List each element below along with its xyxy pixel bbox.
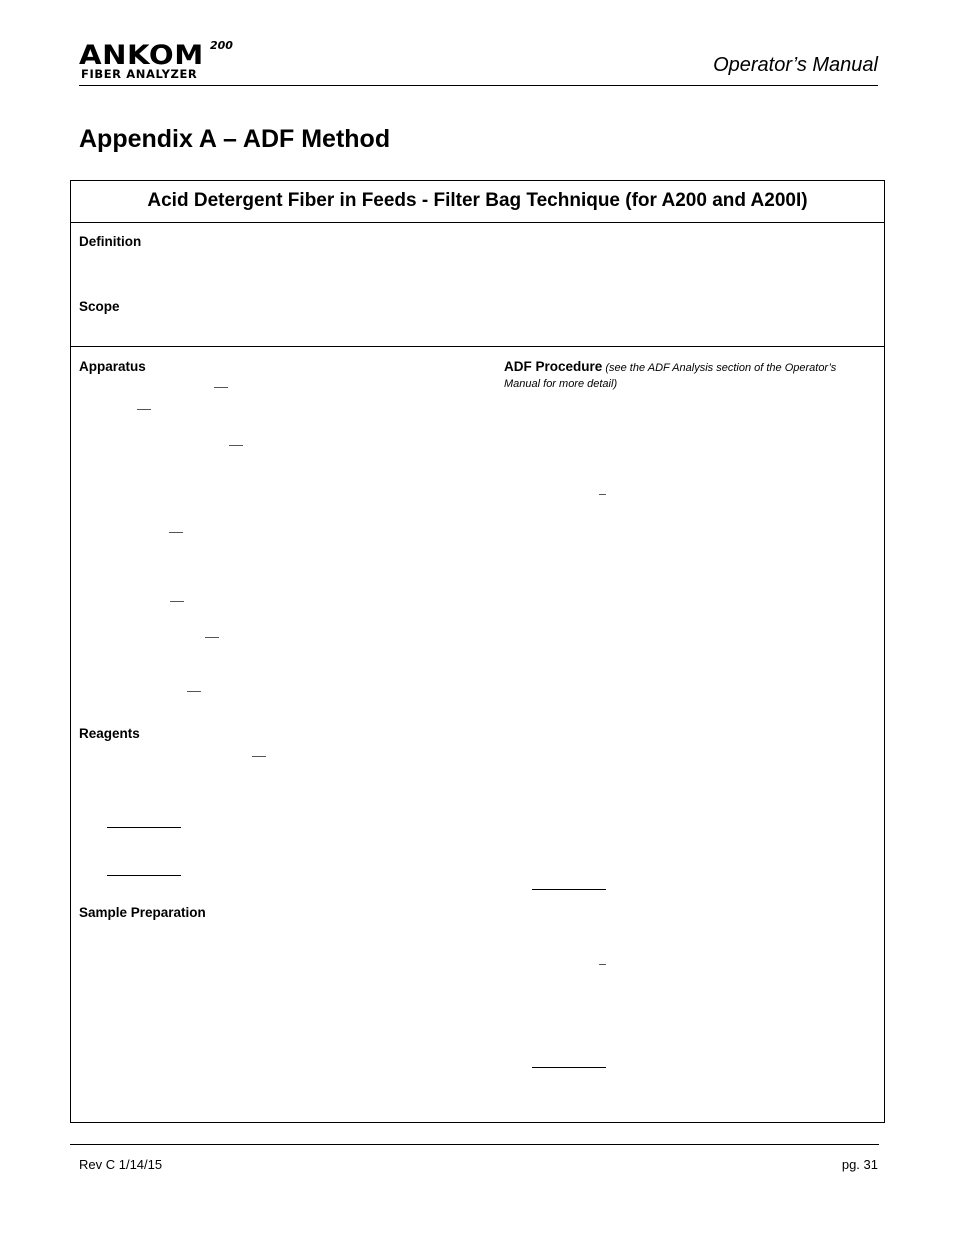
footer-divider: [70, 1144, 879, 1145]
apparatus-mark: [229, 445, 243, 446]
scope-divider: [71, 346, 884, 347]
sample-preparation-label: Sample Preparation: [79, 905, 206, 920]
header-divider: [79, 85, 878, 86]
method-title: Acid Detergent Fiber in Feeds - Filter Bag Technique (for A200 and A200I): [147, 190, 808, 211]
method-box: [70, 180, 885, 1123]
page-title: Appendix A – ADF Method: [79, 125, 391, 153]
reagents-underline: [107, 827, 181, 828]
reagents-mark: [252, 756, 266, 757]
apparatus-mark: [137, 409, 151, 410]
adf-procedure-label: ADF Procedure: [504, 359, 603, 374]
apparatus-mark: [214, 387, 228, 388]
scope-label: Scope: [79, 299, 120, 314]
reagents-underline: [107, 875, 181, 876]
page-number: pg. 31: [841, 1157, 878, 1172]
procedure-underline: [532, 1067, 606, 1068]
manual-title: Operator’s Manual: [713, 54, 878, 76]
ankom-logo: [79, 40, 249, 84]
apparatus-mark: [169, 532, 183, 533]
logo-wordmark: ANKOM: [79, 40, 204, 71]
revision-label: Rev C 1/14/15: [79, 1157, 163, 1172]
adf-procedure-heading: [504, 359, 859, 392]
procedure-mark: [599, 494, 606, 495]
apparatus-mark: [170, 601, 184, 602]
logo-model-number: 200: [210, 39, 233, 52]
logo-subtitle: FIBER ANALYZER: [81, 67, 198, 81]
procedure-mark: [599, 964, 606, 965]
reagents-label: Reagents: [79, 726, 140, 741]
adf-procedure-note: (see the ADF Analysis section of the Operator’s Manual for more detail): [504, 362, 837, 390]
apparatus-label: Apparatus: [79, 359, 146, 374]
apparatus-mark: [187, 691, 201, 692]
apparatus-mark: [205, 637, 219, 638]
definition-label: Definition: [79, 234, 142, 249]
procedure-underline: [532, 889, 606, 890]
title-divider: [71, 222, 884, 223]
